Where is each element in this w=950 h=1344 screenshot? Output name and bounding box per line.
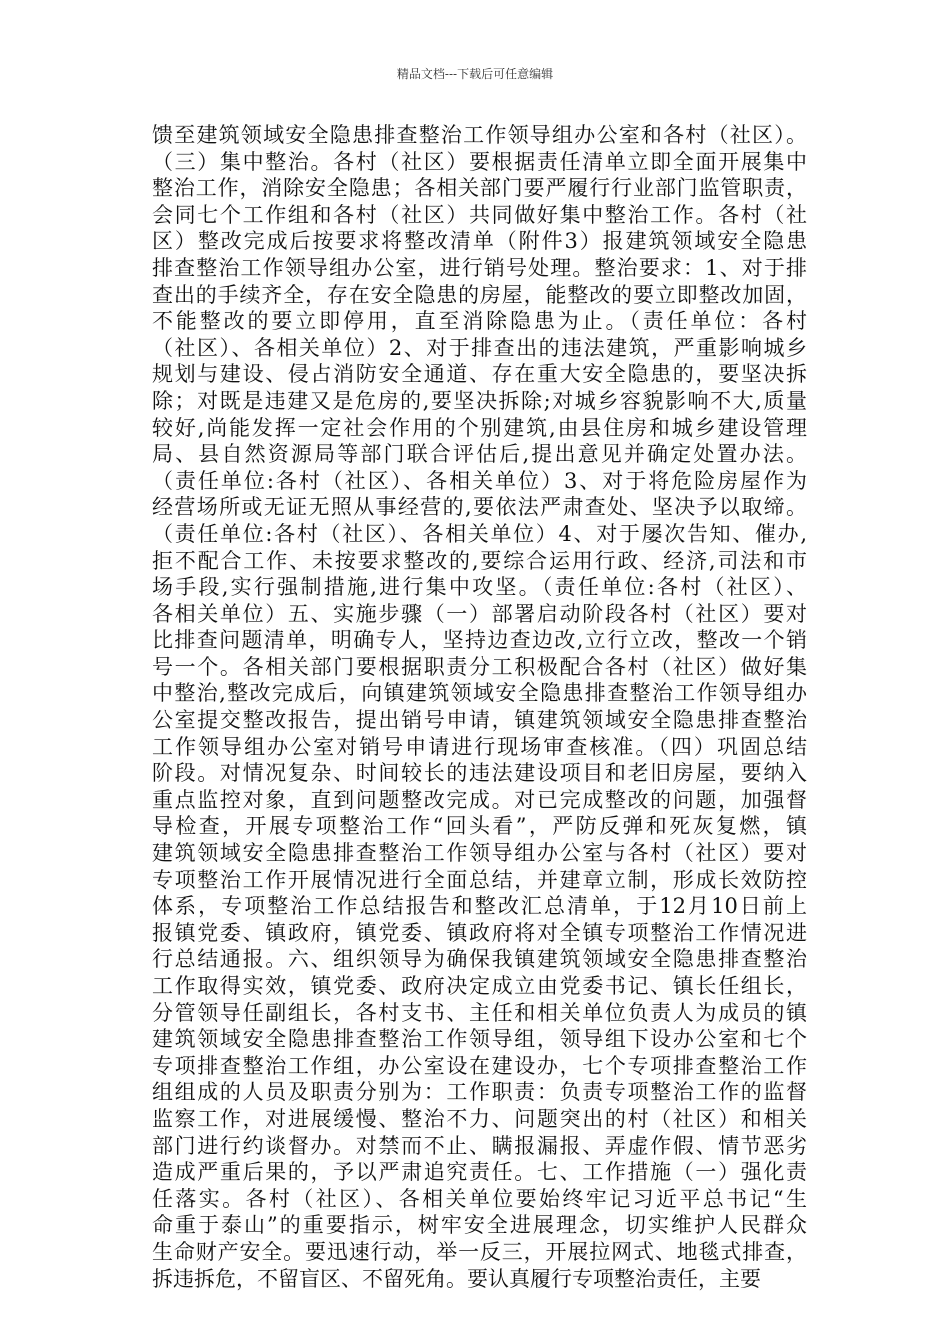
text-line: 建筑领域安全隐患排查整治工作领导组，领导组下设办公室和七个 — [152, 1027, 807, 1052]
text-line: 导检查，开展专项整治工作“回头看”，严防反弹和死灰复燃，镇 — [152, 814, 807, 839]
text-line: 场手段,实行强制措施,进行集中攻坚。（责任单位:各村（社区）、 — [152, 575, 807, 600]
text-line: 监察工作，对进展缓慢、整治不力、问题突出的村（社区）和相关 — [152, 1106, 807, 1131]
text-line: 查出的手续齐全，存在安全隐患的房屋，能整改的要立即整改加固， — [152, 282, 807, 307]
text-line: 馈至建筑领域安全隐患排查整治工作领导组办公室和各村（社区）。 — [152, 123, 807, 147]
text-line: 除；对既是违建又是危房的,要坚决拆除;对城乡容貌影响不大,质量 — [152, 388, 807, 413]
text-line: 任落实。各村（社区）、各相关单位要始终牢记习近平总书记“生 — [152, 1186, 807, 1211]
text-line: 拆违拆危，不留盲区、不留死角。要认真履行专项整治责任，主要 — [152, 1266, 761, 1291]
text-line: 建筑领域安全隐患排查整治工作领导组办公室与各村（社区）要对 — [152, 841, 807, 866]
text-line: 比排查问题清单，明确专人，坚持边查边改,立行立改，整改一个销 — [152, 628, 807, 653]
text-line: 工作取得实效，镇党委、政府决定成立由党委书记、镇长任组长， — [152, 974, 807, 998]
text-line: 中整治,整改完成后，向镇建筑领域安全隐患排查整治工作领导组办 — [152, 681, 807, 706]
text-line: 会同七个工作组和各村（社区）共同做好集中整治工作。各村（社 — [152, 202, 807, 227]
text-line: （责任单位:各村（社区）、各相关单位）3、对于将危险房屋作为 — [152, 468, 807, 493]
text-line: 报镇党委、镇政府，镇党委、镇政府将对全镇专项整治工作情况进 — [152, 920, 807, 945]
text-line: 组组成的人员及职责分别为：工作职责：负责专项整治工作的监督 — [152, 1080, 807, 1105]
text-line: 规划与建设、侵占消防安全通道、存在重大安全隐患的，要坚决拆 — [152, 362, 807, 387]
text-line: 生命财产安全。要迅速行动，举一反三，开展拉网式、地毯式排查， — [152, 1239, 807, 1264]
text-line: 造成严重后果的，予以严肃追究责任。七、工作措施（一）强化责 — [152, 1160, 807, 1185]
text-line: 排查整治工作领导组办公室，进行销号处理。整治要求：1、对于排 — [152, 255, 807, 280]
text-line: 公室提交整改报告，提出销号申请，镇建筑领域安全隐患排查整治 — [152, 708, 807, 733]
text-line: 行总结通报。六、组织领导为确保我镇建筑领域安全隐患排查整治 — [152, 947, 807, 972]
text-line: 号一个。各相关部门要根据职责分工积极配合各村（社区）做好集 — [152, 654, 807, 679]
text-line: （责任单位:各村（社区）、各相关单位）4、对于屡次告知、催办, — [152, 521, 807, 546]
document-body — [152, 122, 807, 1292]
text-line: （三）集中整治。各村（社区）要根据责任清单立即全面开展集中 — [152, 149, 807, 174]
text-line: （社区）、各相关单位）2、对于排查出的违法建筑，严重影响城乡 — [152, 335, 807, 360]
text-line: 整治工作，消除安全隐患；各相关部门要严履行行业部门监管职责， — [152, 176, 807, 201]
text-line: 体系，专项整治工作总结报告和整改汇总清单，于12月10日前上 — [152, 894, 807, 919]
text-line: 工作领导组办公室对销号申请进行现场审查核准。（四）巩固总结 — [152, 734, 807, 759]
text-line: 局、县自然资源局等部门联合评估后,提出意见并确定处置办法。 — [152, 442, 807, 467]
text-line: 部门进行约谈督办。对禁而不止、瞒报漏报、弄虚作假、情节恶劣 — [152, 1133, 807, 1158]
text-line: 拒不配合工作、未按要求整改的,要综合运用行政、经济,司法和市 — [152, 548, 807, 573]
text-line: 区）整改完成后按要求将整改清单（附件3）报建筑领域安全隐患 — [152, 229, 807, 254]
text-line: 专项整治工作开展情况进行全面总结，并建章立制，形成长效防控 — [152, 867, 807, 892]
text-line: 专项排查整治工作组，办公室设在建设办，七个专项排查整治工作 — [152, 1053, 807, 1078]
text-line: 命重于泰山”的重要指示，树牢安全进展理念，切实维护人民群众 — [152, 1213, 807, 1238]
text-line: 阶段。对情况复杂、时间较长的违法建设项目和老旧房屋，要纳入 — [152, 761, 807, 786]
header-note: 精品文档---下载后可任意编辑 — [396, 67, 554, 81]
text-line: 不能整改的要立即停用，直至消除隐患为止。（责任单位：各村 — [152, 309, 807, 334]
text-line: 分管领导任副组长，各村支书、主任和相关单位负责人为成员的镇 — [152, 1000, 807, 1025]
text-line: 经营场所或无证无照从事经营的,要依法严肃查处、坚决予以取缔。 — [152, 495, 807, 520]
text-line: 较好,尚能发挥一定社会作用的个别建筑,由县住房和城乡建设管理 — [152, 415, 807, 440]
text-line: 各相关单位）五、实施步骤（一）部署启动阶段各村（社区）要对 — [152, 601, 807, 626]
text-line: 重点监控对象，直到问题整改完成。对已完成整改的问题，加强督 — [152, 787, 807, 812]
